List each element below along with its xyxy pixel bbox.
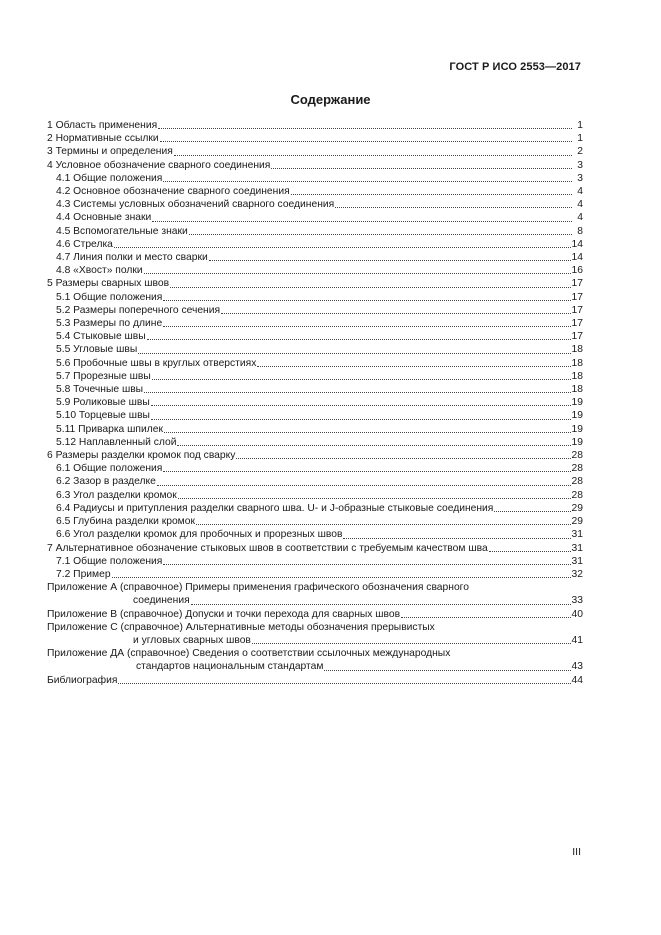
- toc-entry[interactable]: 5.11 Приварка шпилек 19: [56, 423, 583, 435]
- toc-entry[interactable]: стандартов национальным стандартам 43: [136, 661, 583, 673]
- toc-entry[interactable]: 6.2 Зазор в разделке 28: [56, 476, 583, 488]
- toc-entry[interactable]: Приложение В (справочное) Допуски и точки перехода для сварных швов 40: [47, 608, 583, 620]
- toc-entry[interactable]: 4 Условное обозначение сварного соединения 3: [47, 159, 583, 171]
- toc-entry[interactable]: 4.5 Вспомогательные знаки 8: [56, 225, 583, 237]
- toc-entry[interactable]: 5.1 Общие положения 17: [56, 291, 583, 303]
- toc-entry[interactable]: 1 Область применения 1: [47, 120, 583, 131]
- toc-entry[interactable]: 3 Термины и определения 2: [47, 146, 583, 158]
- toc-entry[interactable]: соединения 33: [133, 595, 583, 607]
- toc-entry[interactable]: 5.7 Прорезные швы 18: [56, 370, 583, 382]
- document-number: ГОСТ Р ИСО 2553—2017: [449, 61, 581, 73]
- page-number: III: [572, 846, 581, 858]
- toc-entry[interactable]: 7.1 Общие положения 31: [56, 555, 583, 567]
- toc-entry[interactable]: 4.8 «Хвост» полки 16: [56, 265, 583, 277]
- toc-entry[interactable]: 5.3 Размеры по длине 17: [56, 318, 583, 330]
- toc-entry[interactable]: 5.12 Наплавленный слой 19: [56, 436, 583, 448]
- page-title: Содержание: [290, 92, 371, 107]
- toc-entry[interactable]: 4.3 Системы условных обозначений сварного соединения 4: [56, 199, 583, 211]
- toc-entry[interactable]: 4.2 Основное обозначение сварного соединения 4: [56, 186, 583, 198]
- toc-entry[interactable]: 7 Альтернативное обозначение стыковых швов в соответствии с требуемым качеством шва 31: [47, 542, 583, 554]
- toc-entry[interactable]: 4.4 Основные знаки 4: [56, 212, 583, 224]
- toc-entry[interactable]: 7.2 Пример 32: [56, 568, 583, 580]
- toc-entry-line[interactable]: Приложение ДА (справочное) Сведения о соответствии ссылочных международных: [47, 648, 451, 660]
- toc-entry-line[interactable]: Приложение А (справочное) Примеры применения графического обозначения сварного: [47, 582, 469, 594]
- toc-entry[interactable]: и угловых сварных швов 41: [133, 634, 583, 646]
- toc-entry[interactable]: 6.5 Глубина разделки кромок 29: [56, 516, 583, 528]
- toc-entry[interactable]: 6.1 Общие положения 28: [56, 463, 583, 475]
- toc-entry[interactable]: 4.6 Стрелка 14: [56, 238, 583, 250]
- toc-entry[interactable]: 5.10 Торцевые швы 19: [56, 410, 583, 422]
- toc-entry[interactable]: 5.4 Стыковые швы 17: [56, 331, 583, 343]
- toc-entry[interactable]: 5 Размеры сварных швов 17: [47, 278, 583, 290]
- toc-entry[interactable]: 4.7 Линия полки и место сварки 14: [56, 252, 583, 264]
- table-of-contents: [47, 119, 583, 687]
- toc-entry[interactable]: 6.4 Радиусы и притупления разделки сварного шва. U- и J-образные стыковые соединения 29: [56, 502, 583, 514]
- toc-entry[interactable]: 6 Размеры разделки кромок под сварку 28: [47, 450, 583, 462]
- toc-entry[interactable]: 6.3 Угол разделки кромок 28: [56, 489, 583, 501]
- toc-entry-line[interactable]: Приложение С (справочное) Альтернативные методы обозначения прерывистых: [47, 621, 435, 633]
- toc-entry[interactable]: 2 Нормативные ссылки 1: [47, 133, 583, 145]
- toc-entry[interactable]: 4.1 Общие положения 3: [56, 172, 583, 184]
- toc-entry[interactable]: Библиография 44: [47, 674, 583, 686]
- toc-entry[interactable]: 5.9 Роликовые швы 19: [56, 397, 583, 409]
- toc-entry[interactable]: 5.2 Размеры поперечного сечения 17: [56, 304, 583, 316]
- toc-entry[interactable]: 6.6 Угол разделки кромок для пробочных и прорезных швов 31: [56, 529, 583, 541]
- toc-entry[interactable]: 5.6 Пробочные швы в круглых отверстиях 18: [56, 357, 583, 369]
- toc-entry[interactable]: 5.5 Угловые швы 18: [56, 344, 583, 356]
- toc-entry[interactable]: 5.8 Точечные швы 18: [56, 384, 583, 396]
